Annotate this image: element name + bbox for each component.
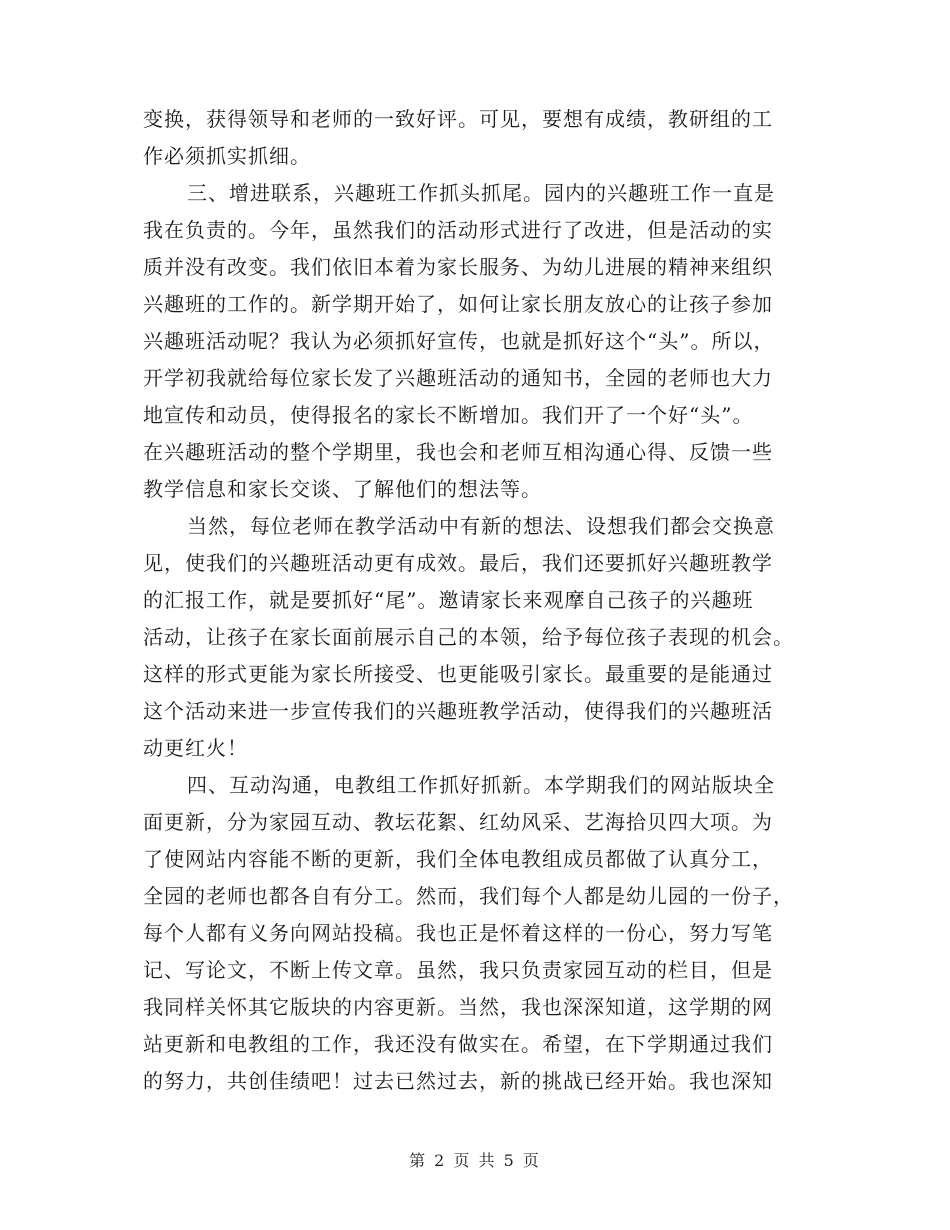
text-line: 全园的老师也都各自有分工。然而，我们每个人都是幼儿园的一份子， bbox=[143, 884, 794, 908]
text-line: 作必须抓实抓细。 bbox=[143, 144, 311, 168]
text-line: 开学初我就给每位家长发了兴趣班活动的通知书，全园的老师也大力 bbox=[143, 366, 773, 390]
page-number: 第 2 页 共 5 页 bbox=[409, 1151, 541, 1170]
text-line: 变换，获得领导和老师的一致好评。可见，要想有成绩，教研组的工 bbox=[143, 107, 773, 131]
text-line: 面更新，分为家园互动、教坛花絮、红幼风采、艺海拾贝四大项。为 bbox=[143, 810, 773, 834]
text-line: 兴趣班的工作的。新学期开始了，如何让家长朋友放心的让孩子参加 bbox=[143, 292, 773, 316]
text-line: 教学信息和家长交谈、了解他们的想法等。 bbox=[143, 477, 542, 501]
text-line: 每个人都有义务向网站投稿。我也正是怀着这样的一份心，努力写笔 bbox=[143, 921, 773, 945]
text-line: 在兴趣班活动的整个学期里，我也会和老师互相沟通心得、反馈一些 bbox=[143, 440, 773, 464]
text-line: 站更新和电教组的工作，我还没有做实在。希望，在下学期通过我们 bbox=[143, 1032, 773, 1056]
text-line: 记、写论文，不断上传文章。虽然，我只负责家园互动的栏目，但是 bbox=[143, 958, 773, 982]
text-line: 我在负责的。今年，虽然我们的活动形式进行了改进，但是活动的实 bbox=[143, 218, 773, 242]
text-line: 了使网站内容能不断的更新，我们全体电教组成员都做了认真分工， bbox=[143, 847, 773, 871]
text-line: 三、增进联系，兴趣班工作抓头抓尾。园内的兴趣班工作一直是 bbox=[187, 181, 775, 205]
text-line: 的努力，共创佳绩吧！过去已然过去，新的挑战已经开始。我也深知 bbox=[143, 1069, 773, 1093]
document-body bbox=[143, 101, 807, 1100]
text-line: 活动，让孩子在家长面前展示自己的本领，给予每位孩子表现的机会。 bbox=[143, 625, 794, 649]
text-line: 当然，每位老师在教学活动中有新的想法、设想我们都会交换意 bbox=[187, 514, 775, 538]
text-line: 四、互动沟通，电教组工作抓好抓新。本学期我们的网站版块全 bbox=[187, 773, 775, 797]
text-line: 见，使我们的兴趣班活动更有成效。最后，我们还要抓好兴趣班教学 bbox=[143, 551, 773, 575]
text-line: 动更红火！ bbox=[143, 736, 248, 760]
text-line: 兴趣班活动呢？我认为必须抓好宣传，也就是抓好这个“头”。所以， bbox=[143, 329, 775, 353]
text-line: 我同样关怀其它版块的内容更新。当然，我也深深知道，这学期的网 bbox=[143, 995, 773, 1019]
text-line: 这样的形式更能为家长所接受、也更能吸引家长。最重要的是能通过 bbox=[143, 662, 773, 686]
text-line: 质并没有改变。我们依旧本着为家长服务、为幼儿进展的精神来组织 bbox=[143, 255, 773, 279]
text-line: 这个活动来进一步宣传我们的兴趣班教学活动，使得我们的兴趣班活 bbox=[143, 699, 773, 723]
text-line: 地宣传和动员，使得报名的家长不断增加。我们开了一个好“头”。 bbox=[143, 403, 754, 427]
text-line: 的汇报工作，就是要抓好“尾”。邀请家长来观摩自己孩子的兴趣班 bbox=[143, 588, 754, 612]
